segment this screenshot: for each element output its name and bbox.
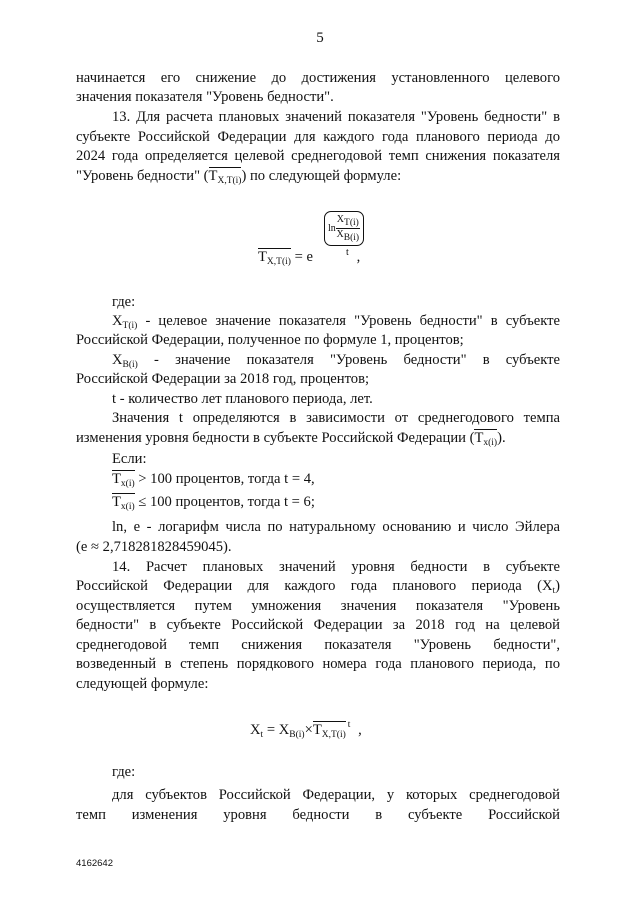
text-line: "Уровень бедности" $(T_{X,T(i)})$ по следующей формуле: xyxy=(76,168,402,186)
text-line: t - количество лет планового периода, лет. xyxy=(112,391,373,407)
t-symbol: $T_{x(i)}$ xyxy=(474,430,498,448)
text-line: возведенный в степень порядкового номера года планового периода, по xyxy=(76,656,560,672)
t-symbol: $T_{X,T(i)}$ xyxy=(258,249,291,267)
text-line: ln, e - логарифм числа по натуральному основанию и число Эйлера xyxy=(112,519,560,535)
text-line: (e ≈ 2,718281828459045). xyxy=(76,539,232,555)
t-symbol: $T_{x(i)}$ xyxy=(112,471,135,489)
text-line: Российской Федерации за 2018 год, процентов; xyxy=(76,371,370,387)
text-line: для субъектов Российской Федерации, у которых среднегодовой xyxy=(112,787,560,803)
text-line: где: xyxy=(112,764,136,780)
text-line: где: xyxy=(112,294,136,310)
document-code: 4162642 xyxy=(76,858,113,869)
text-line: 14. Расчет плановых значений уровня бедности в субъекте xyxy=(112,559,560,575)
text-line: Российской Федерации для каждого года планового периода $(X_t)$ xyxy=(76,578,560,596)
t-symbol: $T_{X,T(i)}$ xyxy=(208,168,242,186)
text-line: Если: xyxy=(112,451,147,467)
condition-line: $T_{x(i)} \le 100$ процентов, тогда t = 6; xyxy=(112,494,315,512)
text-line: следующей формуле: xyxy=(76,676,209,692)
text-line: 2024 года определяется целевой среднегодовой темп снижения показателя xyxy=(76,148,560,164)
formula-xt: $X_t = X_{B(i)}\times T_{X,T(i)}^t$ , xyxy=(250,720,362,740)
text-line: среднегодовой темп снижения показателя "Уровень бедности", xyxy=(76,637,560,653)
text-line: субъекте Российской Федерации для каждого года планового периода до xyxy=(76,129,560,145)
text-line: изменения уровня бедности в субъекте Российской Федерации $(T_{x(i)})$. xyxy=(76,430,506,448)
condition-line: $T_{x(i)} > 100$ процентов, тогда t = 4, xyxy=(112,471,315,489)
exponent-denominator-t: t xyxy=(346,247,349,258)
t-symbol: $T_{X,T(i)}$ xyxy=(312,722,346,740)
text-line: Значения t определяются в зависимости от среднегодового темпа xyxy=(112,410,560,426)
text-line: осуществляется путем умножения значения показателя "Уровень xyxy=(76,598,560,614)
t-symbol: $T_{x(i)}$ xyxy=(112,494,135,512)
text-line: Российской Федерации, полученное по формуле 1, процентов; xyxy=(76,332,464,348)
formula-temp: ln $\frac{XT(i)}{XB(i)}$ t $T_{X,T(i)} = e$ , xyxy=(258,205,398,267)
text-line: темп изменения уровня бедности в субъекте Российской xyxy=(76,807,560,823)
page-number: 5 xyxy=(316,30,324,46)
exponent-expression: ln $\frac{XT(i)}{XB(i)}$ xyxy=(324,211,364,246)
text-line: $X_{T(i)}$ - целевое значение показателя "Уровень бедности" в субъекте xyxy=(112,313,560,331)
text-line: значения показателя "Уровень бедности". xyxy=(76,89,334,105)
text-line: начинается его снижение до достижения установленного целевого xyxy=(76,70,560,86)
text-line: бедности" в субъекте Российской Федерации за 2018 год на целевой xyxy=(76,617,560,633)
text-line: 13. Для расчета плановых значений показателя "Уровень бедности" в xyxy=(112,109,560,125)
text-line: $X_{B(i)}$ - значение показателя "Уровень бедности" в субъекте xyxy=(112,352,560,370)
